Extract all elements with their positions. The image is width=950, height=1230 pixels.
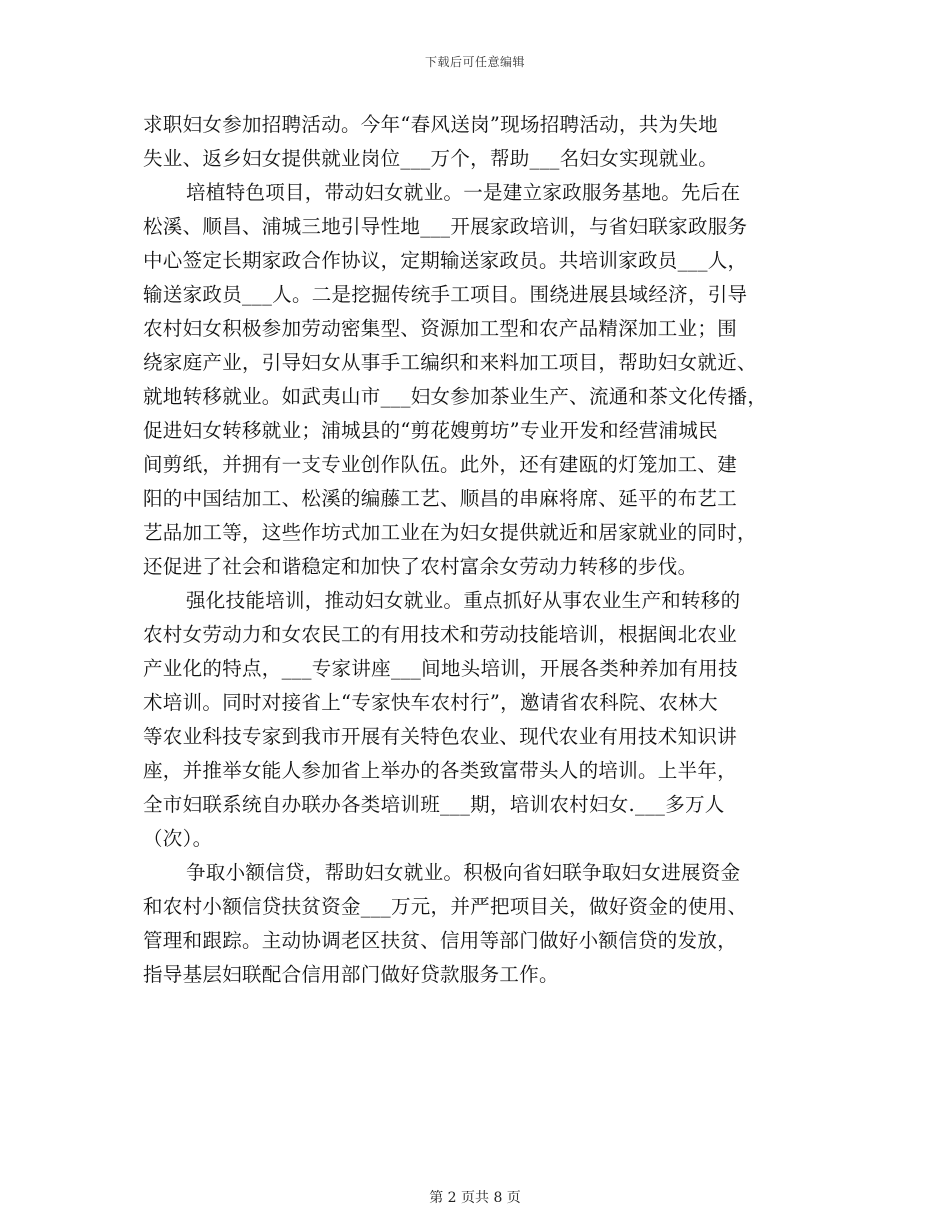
text-line: 松溪、顺昌、浦城三地引导性地___开展家政培训，与省妇联家政服务 [143,215,748,238]
text-line: 培植特色项目，带动妇女就业。一是建立家政服务基地。先后在 [186,181,741,204]
text-line: 就地转移就业。如武夷山市___妇女参加茶业生产、流通和茶文化传播， [143,385,768,408]
text-line: 和农村小额信贷扶贫资金___万元，并严把项目关，做好资金的使用、 [143,895,748,918]
page-footer: 第 2 页共 8 页 [429,1190,521,1206]
text-line: （次）。 [143,827,213,850]
text-line: 促进妇女转移就业；浦城县的“剪花嫂剪坊”专业开发和经营浦城民 [143,419,718,442]
page-header: 下载后可任意编辑 [424,55,525,69]
text-line: 全市妇联系统自办联办各类培训班___期，培训农村妇女.___多万人 [143,793,725,816]
text-line: 座，并推举女能人参加省上举办的各类致富带头人的培训。上半年， [143,759,738,782]
text-line: 阳的中国结加工、松溪的编藤工艺、顺昌的串麻将席、延平的布艺工 [143,487,738,510]
text-line: 求职妇女参加招聘活动。今年“春风送岗”现场招聘活动，共为失地 [143,113,718,136]
text-line: 艺品加工等，这些作坊式加工业在为妇女提供就近和居家就业的同时， [143,521,757,544]
text-line: 强化技能培训，推动妇女就业。重点抓好从事农业生产和转移的 [186,589,741,612]
document-body [143,108,815,992]
text-line: 管理和跟踪。主动协调老区扶贫、信用等部门做好小额信贷的发放， [143,929,738,952]
text-line: 农村妇女积极参加劳动密集型、资源加工型和农产品精深加工业；围 [143,317,738,340]
text-line: 间剪纸，并拥有一支专业创作队伍。此外，还有建瓯的灯笼加工、建 [143,453,738,476]
text-line: 失业、返乡妇女提供就业岗位___万个，帮助___名妇女实现就业。 [143,147,719,170]
text-line: 产业化的特点，___专家讲座___间地头培训，开展各类种养加有用技 [143,657,738,680]
text-line: 绕家庭产业，引导妇女从事手工编织和来料加工项目，帮助妇女就近、 [143,351,757,374]
text-line: 还促进了社会和谐稳定和加快了农村富余女劳动力转移的步伐。 [143,555,698,578]
text-line: 输送家政员___人。二是挖掘传统手工项目。围绕进展县域经济，引导 [143,283,748,306]
text-line: 农村女劳动力和女农民工的有用技术和劳动技能培训，根据闽北农业 [143,623,738,646]
text-line: 指导基层妇联配合信用部门做好贷款服务工作。 [143,963,559,986]
text-line: 等农业科技专家到我市开展有关特色农业、现代农业有用技术知识讲 [143,725,738,748]
text-line: 中心签定长期家政合作协议，定期输送家政员。共培训家政员___人， [143,249,748,272]
text-line: 术培训。同时对接省上“专家快车农村行”，邀请省农科院、农林大 [143,691,718,714]
text-line: 争取小额信贷，帮助妇女就业。积极向省妇联争取妇女进展资金 [186,861,741,884]
